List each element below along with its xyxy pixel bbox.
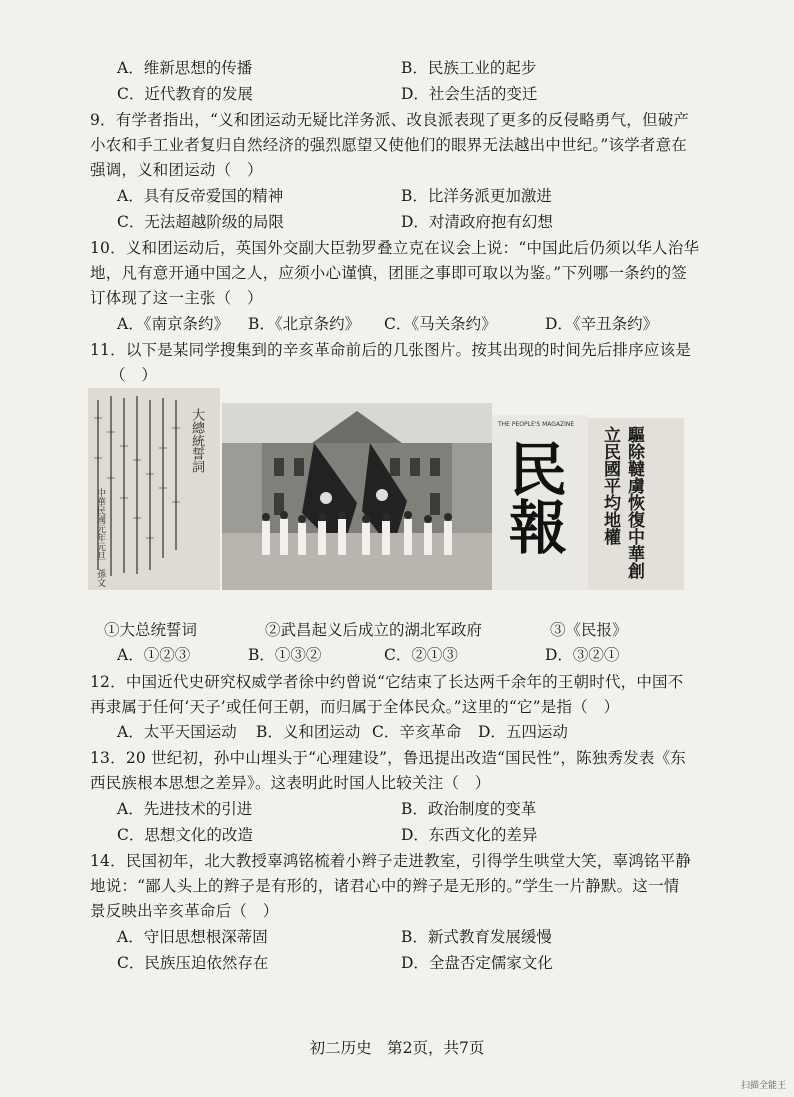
q14-option-a: A．守旧思想根深蒂固 [117,928,268,946]
hubei-military-government-photo [222,403,492,590]
q14-stem-line1: 14．民国初年，北大教授辜鸿铭梳着小辫子走进教室，引得学生哄堂大笑，辜鸿铭平静 [90,852,692,870]
page-footer: 初二历史 第2页，共7页 [309,1039,485,1057]
q10-option-d: D．《辛丑条约》 [545,315,659,333]
q14-stem-line2: 地说：“鄙人头上的辫子是有形的，诸君心中的辫子是无形的。”学生一片静默。这一情 [90,877,680,895]
minbao-header: THE PEOPLE'S MAGAZINE [498,421,575,428]
scanner-watermark: 扫描全能王 [740,1081,786,1091]
q10-stem-line1: 10．义和团运动后，英国外交副大臣勃罗叠立克在议会上说：“中国此后仍须以华人治华 [90,239,700,257]
slogan-text: 驅除韃虜恢復中華創立民國平均地權 [600,426,644,579]
q12-option-c: C．辛亥革命 [372,723,462,741]
slogan-image [588,418,684,590]
q11-stem-line1: 11．以下是某同学搜集到的辛亥革命前后的几张图片。按其出现的时间先后排序应该是 [90,341,692,359]
q14-option-b: B．新式教育发展缓慢 [401,928,552,946]
q9-stem-line2: 小农和手工业者复归自然经济的强烈愿望又使他们的眼界无法越出中世纪。”该学者意在 [90,136,687,154]
oath-manuscript-image [88,388,220,590]
q12-option-b: B．义和团运动 [256,723,361,741]
q11-option-a: A．①②③ [117,646,191,664]
q14-option-c: C．民族压迫依然存在 [117,954,269,972]
q8-option-a: A．维新思想的传播 [117,59,253,77]
q12-option-a: A．太平天国运动 [117,723,237,741]
q9-option-d: D．对清政府抱有幻想 [401,213,553,231]
q9-option-c: C．无法超越阶级的局限 [117,213,284,231]
q10-stem-line2: 地，凡有意开通中国之人，应须小心谨慎，团匪之事即可取以为鉴。”下列哪一条约的签 [90,264,687,282]
minbao-masthead: 民報 [499,439,567,555]
q10-option-a: A．《南京条约》 [117,315,229,333]
q13-option-d: D．东西文化的差异 [401,826,538,844]
q9-stem-line1: 9．有学者指出，“义和团运动无疑比洋务派、改良派表现了更多的反侵略勇气，但破产 [90,111,690,129]
q10-option-c: C．《马关条约》 [384,315,497,333]
q13-option-b: B．政治制度的变革 [401,800,537,818]
q14-stem-line3: 景反映出辛亥革命后（ ） [90,902,279,920]
minbao-cover-image [492,415,588,590]
q13-stem-line2: 西民族根本思想之差异》。这表明此时国人比较关注（ ） [90,774,491,792]
q9-option-b: B．比洋务派更加激进 [401,187,552,205]
q11-caption-3: ③《民报》 [550,621,628,639]
q11-stem-line2: （ ） [110,366,158,384]
q11-option-c: C．②①③ [384,646,458,664]
building-photo [222,403,492,590]
q13-stem-line1: 13．20 世纪初，孙中山埋头于“心理建设”，鲁迅提出改造“国民性”，陈独秀发表《东 [90,749,686,767]
q13-option-a: A．先进技术的引进 [117,800,253,818]
q11-option-d: D．③②① [545,646,620,664]
q12-stem-line2: 再隶属于任何‘天子’或任何王朝，而归属于全体民众。”这里的“它”是指（ ） [90,698,620,716]
q10-stem-line3: 订体现了这一主张（ ） [90,289,263,307]
q11-caption-1: ①大总统誓词 [104,621,198,639]
q13-option-c: C．思想文化的改造 [117,826,253,844]
q8-option-d: D．社会生活的变迁 [401,85,538,103]
q14-option-d: D．全盘否定儒家文化 [401,954,553,972]
q9-option-a: A．具有反帝爱国的精神 [117,187,284,205]
q12-option-d: D．五四运动 [478,723,568,741]
q11-caption-2: ②武昌起义后成立的湖北军政府 [265,621,483,639]
q10-option-b: B．《北京条约》 [248,315,361,333]
q9-stem-line3: 强调，义和团运动（ ） [90,161,263,179]
q12-stem-line1: 12．中国近代史研究权威学者徐中约曾说“它结束了长达两千余年的王朝时代，中国不 [90,673,684,691]
q8-option-b: B．民族工业的起步 [401,59,537,77]
q8-option-c: C．近代教育的发展 [117,85,253,103]
q11-option-b: B．①③② [248,646,322,664]
oath-title: 大總統誓詞 [189,408,204,473]
oath-signature: 中華民國元年元旦 孫文 [95,488,105,587]
